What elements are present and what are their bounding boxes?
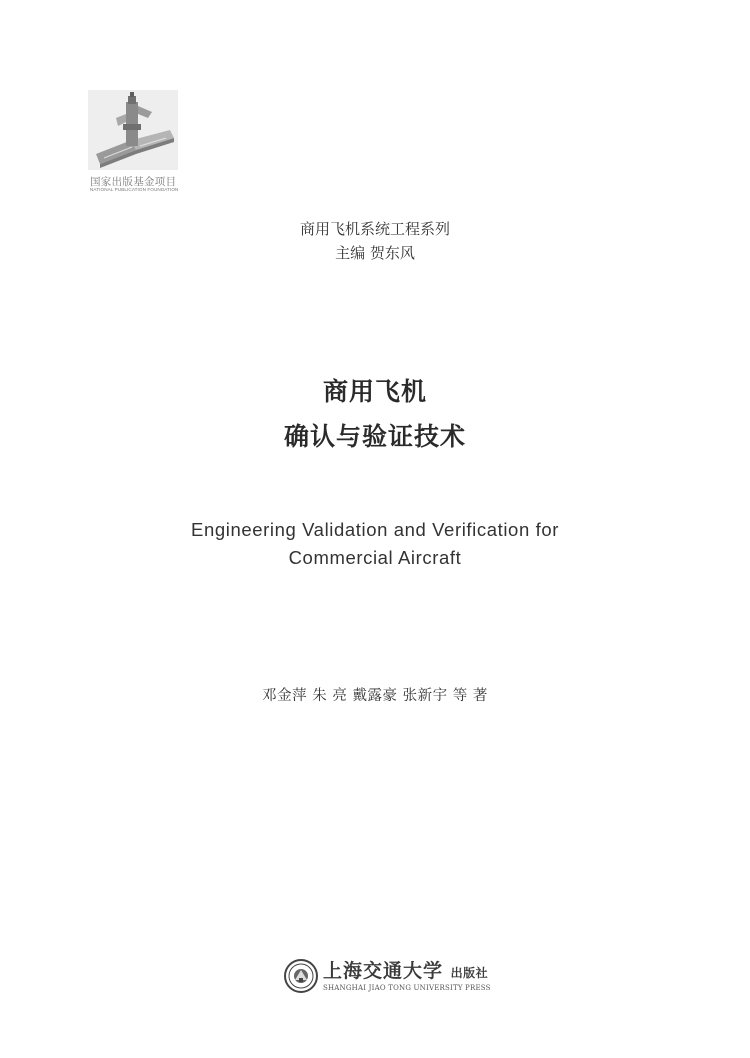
fund-name-en: NATIONAL PUBLICATION FOUNDATION [90, 187, 179, 192]
publisher-name-cn-suffix: 出版社 [450, 966, 489, 980]
publisher-name-cn-script: 上海交通大学 [323, 960, 444, 982]
series-name: 商用飞机系统工程系列 [299, 220, 450, 238]
university-seal-icon [283, 956, 319, 996]
publisher-logo [283, 956, 491, 1000]
english-title-line1: Engineering Validation and Verification for [191, 519, 559, 540]
publisher-name-cn [323, 956, 488, 983]
publisher-name-en: SHANGHAI JIAO TONG UNIVERSITY PRESS [323, 984, 491, 992]
book-title-line1: 商用飞机 [322, 377, 427, 406]
series-editor: 主编 贺东风 [335, 244, 415, 262]
english-title-line2: Commercial Aircraft [288, 547, 462, 568]
book-title-line2: 确认与验证技术 [283, 422, 466, 451]
national-publication-foundation-logo [86, 88, 186, 192]
monument-book-icon [86, 88, 186, 172]
fund-name-cn: 国家出版基金项目 [90, 176, 177, 188]
authors: 邓金萍 朱 亮 戴露豪 张新宇 等 著 [262, 688, 488, 704]
